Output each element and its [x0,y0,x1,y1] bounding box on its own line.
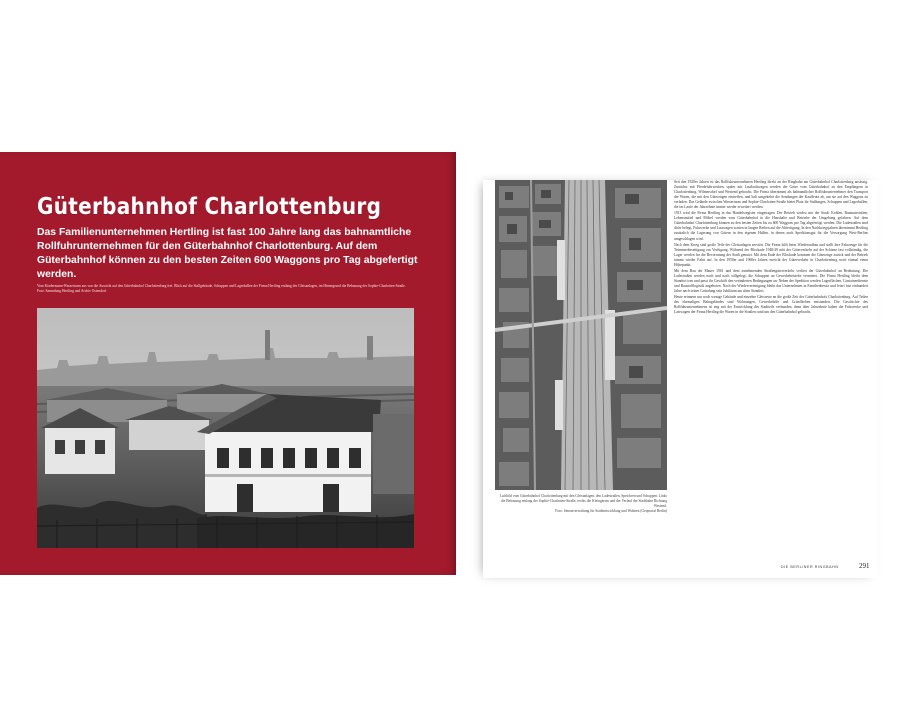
aerial-credit: Foto: Senatsverwaltung für Stadtentwicklung und Wohnen (Geoportal Berlin) [555,509,667,514]
aerial-caption [495,494,667,514]
left-page [0,152,456,575]
body-paragraph: Mit dem Bau der Mauer 1961 und dem zunehmenden Straßengüterverkehr verliert der Güterbahnhof an Bedeutung. Die Ladestraßen werden nach und nach stillgelegt, die Schuppen an Gewerbebetriebe vermietet. Die Firma Hertling bleibt dem Standort treu und passt ihr Geschäft den veränderten Bedingungen an: Neben der Spedition werden Lagerflächen, Containerdienste und Baustofflogistik angeboten. Nach der Wiedervereinigung bleibt das Unternehmen in Familienbesitz und feiert fast einhundert Jahre nach seiner Gründung sein Jubiläum am alten Standort. [674,268,868,293]
running-title: DIE BERLINER RINGBAHN [781,565,839,569]
body-text [674,180,868,558]
body-paragraph: Nach dem Krieg sind große Teile der Gleisanlagen zerstört. Die Firma hilft beim Wiederaufbau und stellt ihre Fahrzeuge für die Trümmerbeseitigung zur Verfügung. Während der Blockade 1948/49 ruht der Güterverkehr auf der Schiene fast vollständig, die Lager werden für die Bevorratung der Stadt genutzt. Mit dem Ende der Blockade kommen die Güterzüge zurück und der Betrieb nimmt wieder Fahrt auf. In den 1950er und 1960er Jahren erreicht der Güterverkehr in Charlottenburg noch einmal einen Höhepunkt. [674,242,868,267]
body-paragraph: Seit den 1920er Jahren ist das Rollfuhrunternehmen Hertling direkt an der Ringbahn am Güterbahnhof Charlottenburg ansässig. Zunächst mit Pferdefuhrwerken, später mit Lastkraftwagen werden die Güter vom Güterbahnhof zu den Empfängern in Charlottenburg, Wilmersdorf und Westend gebracht. Die Firma übernimmt als bahnamtlicher Rollfuhrunternehmer den Transport der Waren, die mit den Güterzügen eintreffen, und holt umgekehrt die Sendungen der Kaufleute ab, um sie auf den Waggons zu verladen. Das Gelände zwischen Wasserturm und Sophie-Charlotten-Straße bietet Platz für Stallungen, Schuppen und Lagerhallen, die im Laufe der Jahrzehnte immer wieder erweitert werden. [674,180,868,210]
body-paragraph: 1913 wird die Firma Hertling in das Handelsregister eingetragen. Der Betrieb wächst mit der Stadt: Kohlen, Baumaterialien, Lebensmittel und Möbel werden vom Güterbahnhof in die Haushalte und Betriebe der Umgebung gefahren. Auf dem Güterbahnhof Charlottenburg können zu den besten Zeiten bis zu 600 Waggons pro Tag abgefertigt werden. Die Ladestraßen sind dicht belegt, Fuhrwerke und Lastwagen warten in langen Reihen auf die Abfertigung. In den Nachkriegsjahren übernimmt Hertling zusätzlich die Lagerung von Gütern in den eigenen Hallen, in denen auch Speditionsgut für die Versorgung West-Berlins umgeschlagen wird. [674,211,868,241]
page-number: 291 [859,562,870,570]
right-page [483,180,878,578]
aerial-caption-text: Luftbild vom Güterbahnhof Charlottenburg mit den Gleisanlagen, den Ladestraßen, Speichern und Schuppen. Links die Bebauung entlang der Sophie-Charlotten-Straße, rechts die Kleingärten und der Verlauf der Stadtbahn Richtung Westend. [500,494,667,509]
photo-caption [37,284,409,294]
body-paragraph: Heute erinnern nur noch wenige Gebäude und einzelne Gleisreste an die große Zeit des Güterbahnhofs Charlottenburg. Auf Teilen des ehemaligen Bahngeländes sind Wohnungen, Gewerbehöfe und Grünflächen entstanden. Die Geschichte des Rollfuhrunternehmens ist eng mit der Entwicklung des Stadtteils verbunden, denn über Jahrzehnte haben die Fuhrwerke und Lastwagen der Firma Hertling die Waren in die Straßen rund um den Güterbahnhof gebracht. [674,295,868,315]
chapter-title: Güterbahnhof Charlottenburg [37,192,382,220]
photo-caption-text: Vom Kindermann-Wasserturm aus war die Aussicht auf den Güterbahnhof Charlottenburg frei. Blick auf die Stallgebäude, Schuppen und Lagerhallen der Firma Hertling entlang der Gleisanlagen, im Hintergrund die Bebauung der Sophie-Charlotten-Straße. [37,284,406,288]
intro-text: Das Familienunternehmen Hertling ist fast 100 Jahre lang das bahnamtliche Rollfuhrunternehmen für den Güterbahnhof Charlottenburg. Auf dem Güterbahnhof können zu den besten Zeiten 600 Waggons pro Tag abgefertigt werden. [37,227,418,280]
photo-credit: Foto: Sammlung Hertling und Archiv Ostendorf [37,289,107,294]
aerial-photo [495,180,667,490]
historic-photo [37,308,414,548]
